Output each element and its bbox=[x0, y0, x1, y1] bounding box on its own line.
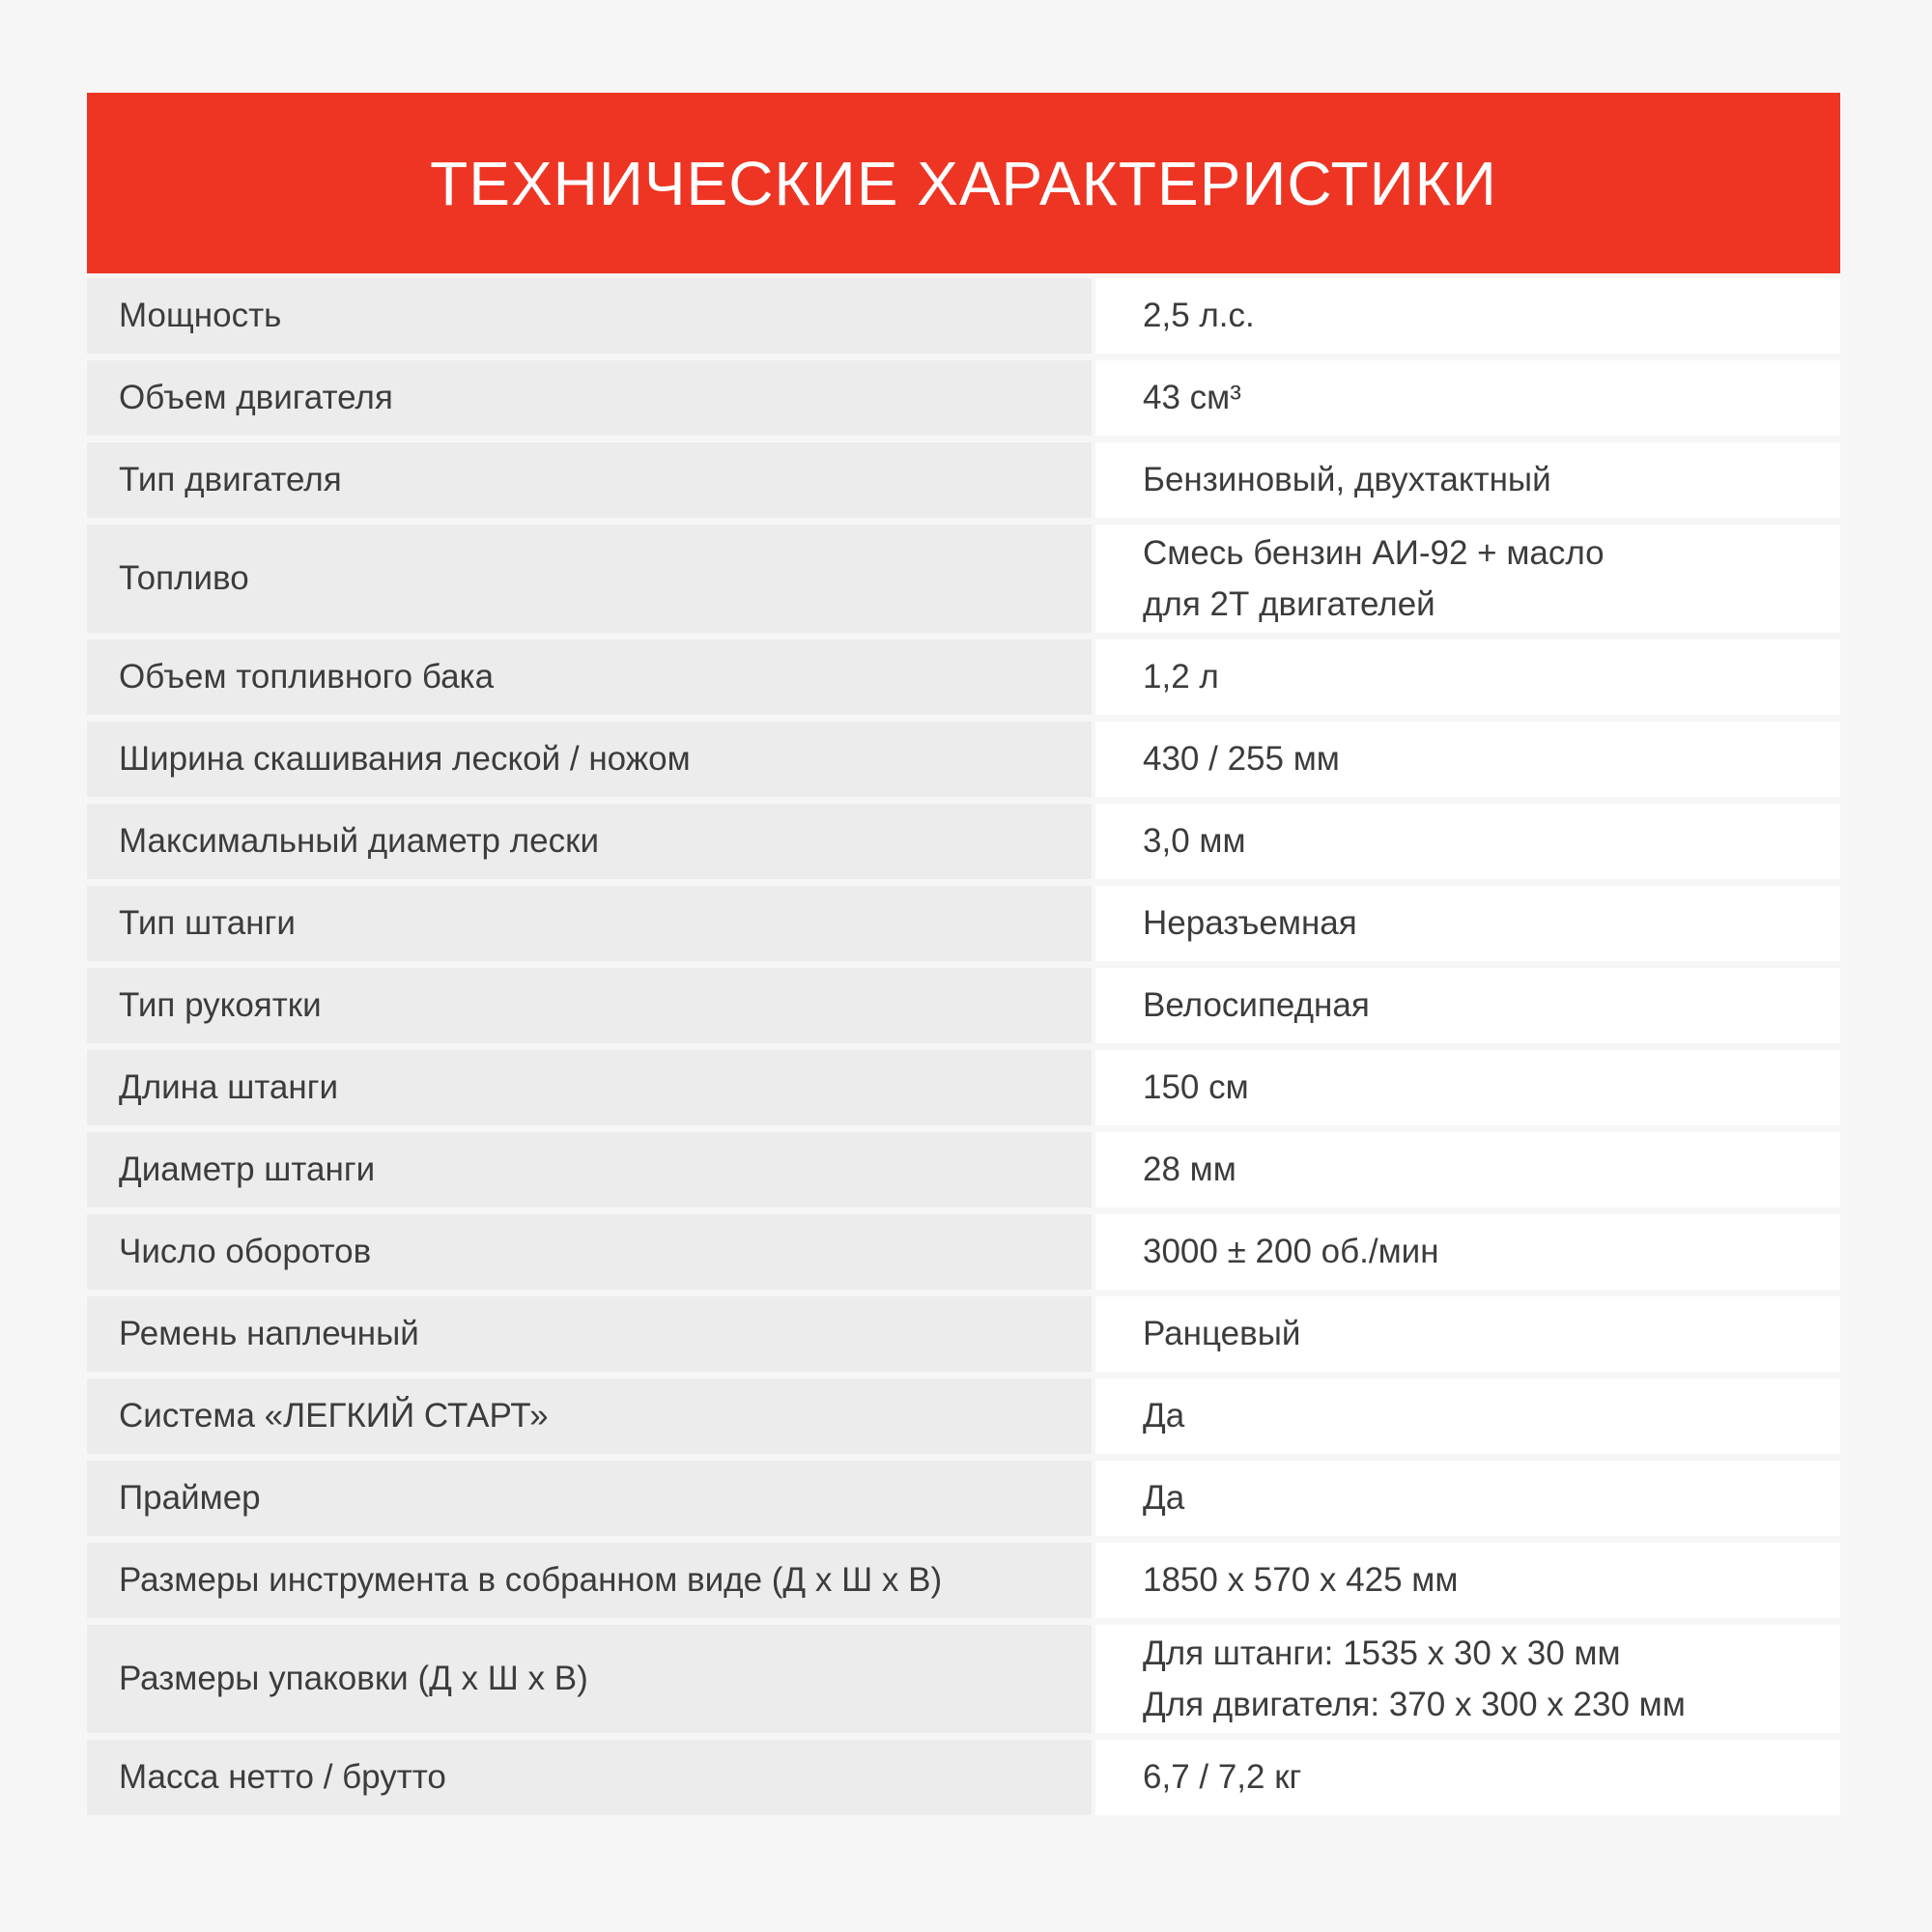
spec-value: 3000 ± 200 об./мин bbox=[1095, 1214, 1840, 1290]
spec-label: Праймер bbox=[87, 1461, 1092, 1536]
spec-label: Максимальный диаметр лески bbox=[87, 804, 1092, 879]
spec-label: Ремень наплечный bbox=[87, 1296, 1092, 1372]
spec-row bbox=[87, 886, 1840, 961]
spec-value: 43 см³ bbox=[1095, 360, 1840, 436]
spec-value: 28 мм bbox=[1095, 1132, 1840, 1208]
spec-value: Да bbox=[1095, 1461, 1840, 1536]
spec-label: Длина штанги bbox=[87, 1050, 1092, 1125]
spec-table bbox=[87, 278, 1840, 1815]
spec-row bbox=[87, 278, 1840, 354]
spec-value: 430 / 255 мм bbox=[1095, 722, 1840, 797]
spec-row bbox=[87, 1543, 1840, 1618]
spec-label: Объем двигателя bbox=[87, 360, 1092, 436]
spec-row bbox=[87, 1740, 1840, 1815]
spec-value: Неразъемная bbox=[1095, 886, 1840, 961]
spec-value: Ранцевый bbox=[1095, 1296, 1840, 1372]
spec-row bbox=[87, 360, 1840, 436]
spec-row bbox=[87, 968, 1840, 1043]
spec-row bbox=[87, 804, 1840, 879]
spec-value: 2,5 л.с. bbox=[1095, 278, 1840, 354]
spec-label: Топливо bbox=[87, 525, 1092, 633]
spec-header-banner bbox=[87, 93, 1840, 273]
spec-value: Велосипедная bbox=[1095, 968, 1840, 1043]
spec-row bbox=[87, 1378, 1840, 1454]
spec-row bbox=[87, 722, 1840, 797]
spec-value: Смесь бензин АИ-92 + масло для 2Т двигателей bbox=[1095, 525, 1840, 633]
spec-label: Размеры упаковки (Д х Ш х В) bbox=[87, 1625, 1092, 1733]
spec-row bbox=[87, 639, 1840, 715]
spec-label: Тип рукоятки bbox=[87, 968, 1092, 1043]
spec-row bbox=[87, 525, 1840, 633]
spec-value: Да bbox=[1095, 1378, 1840, 1454]
spec-label: Масса нетто / брутто bbox=[87, 1740, 1092, 1815]
spec-row bbox=[87, 1132, 1840, 1208]
spec-row bbox=[87, 1214, 1840, 1290]
spec-label: Размеры инструмента в собранном виде (Д х Ш х В) bbox=[87, 1543, 1092, 1618]
spec-value: 150 см bbox=[1095, 1050, 1840, 1125]
spec-label: Ширина скашивания леской / ножом bbox=[87, 722, 1092, 797]
spec-value: 1850 х 570 х 425 мм bbox=[1095, 1543, 1840, 1618]
spec-row bbox=[87, 1050, 1840, 1125]
spec-label: Тип двигателя bbox=[87, 442, 1092, 518]
spec-value: Бензиновый, двухтактный bbox=[1095, 442, 1840, 518]
spec-label: Число оборотов bbox=[87, 1214, 1092, 1290]
spec-label: Объем топливного бака bbox=[87, 639, 1092, 715]
spec-label: Тип штанги bbox=[87, 886, 1092, 961]
spec-row bbox=[87, 1461, 1840, 1536]
spec-value: Для штанги: 1535 х 30 х 30 мм Для двигателя: 370 х 300 х 230 мм bbox=[1095, 1625, 1840, 1733]
spec-value: 3,0 мм bbox=[1095, 804, 1840, 879]
spec-row bbox=[87, 442, 1840, 518]
spec-value: 6,7 / 7,2 кг bbox=[1095, 1740, 1840, 1815]
spec-row bbox=[87, 1625, 1840, 1733]
spec-value: 1,2 л bbox=[1095, 639, 1840, 715]
spec-label: Система «ЛЕГКИЙ СТАРТ» bbox=[87, 1378, 1092, 1454]
spec-label: Мощность bbox=[87, 278, 1092, 354]
spec-header-title: ТЕХНИЧЕСКИЕ ХАРАКТЕРИСТИКИ bbox=[430, 148, 1497, 218]
spec-label: Диаметр штанги bbox=[87, 1132, 1092, 1208]
spec-row bbox=[87, 1296, 1840, 1372]
